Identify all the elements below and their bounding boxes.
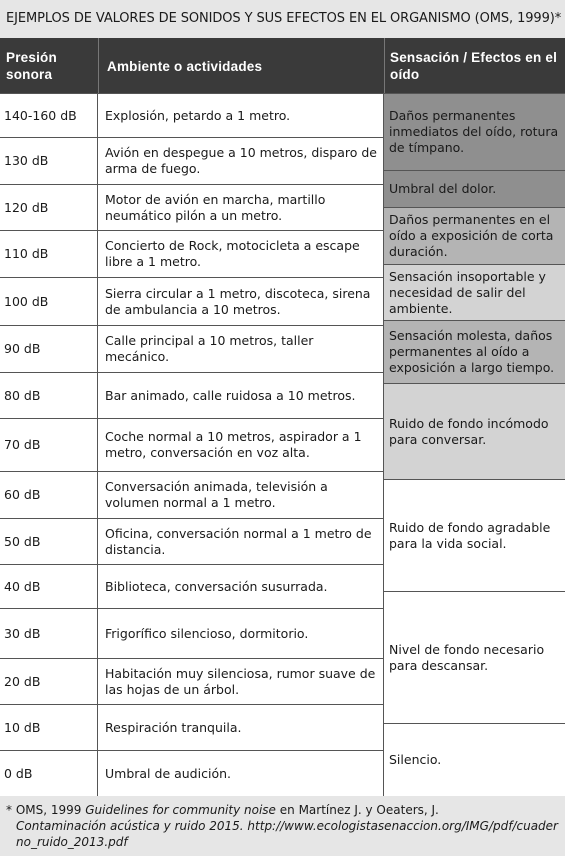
effect-cell: Ruido de fondo incómodo para conversar.	[384, 383, 565, 479]
header-pressure: Presión sonora	[0, 38, 98, 93]
row-ambiente: Oficina, conversación normal a 1 metro de distancia.	[98, 518, 384, 564]
row-db: 50 dB	[0, 518, 98, 564]
sound-effects-table	[0, 38, 565, 796]
effect-cell: Nivel de fondo necesario para descansar.	[384, 591, 565, 723]
source-footnote	[0, 796, 565, 856]
row-db: 80 dB	[0, 372, 98, 418]
row-ambiente: Conversación animada, televisión a volumen normal a 1 metro.	[98, 471, 384, 518]
row-ambiente: Frigorífico silencioso, dormitorio.	[98, 608, 384, 658]
effect-cell: Sensación molesta, daños permanentes al oído a exposición a largo tiempo.	[384, 320, 565, 383]
row-ambiente: Biblioteca, conversación susurrada.	[98, 564, 384, 608]
effect-cell: Daños permanentes inmediatos del oído, rotura de tímpano.	[384, 93, 565, 170]
row-ambiente: Coche normal a 10 metros, aspirador a 1 metro, conversación en voz alta.	[98, 418, 384, 471]
row-ambiente: Bar animado, calle ruidosa a 10 metros.	[98, 372, 384, 418]
row-db: 100 dB	[0, 277, 98, 325]
footnote-guideline: Guidelines for community noise	[85, 803, 276, 817]
row-db: 70 dB	[0, 418, 98, 471]
row-db: 130 dB	[0, 137, 98, 184]
row-ambiente: Umbral de audición.	[98, 750, 384, 796]
footnote-authors: en Martínez J. y Oeaters, J.	[279, 803, 439, 817]
row-ambiente: Explosión, petardo a 1 metro.	[98, 93, 384, 137]
row-ambiente: Avión en despegue a 10 metros, disparo de arma de fuego.	[98, 137, 384, 184]
row-ambiente: Calle principal a 10 metros, taller mecánico.	[98, 325, 384, 372]
footnote-url[interactable]: http://www.ecologistasenaccion.org/IMG/pdf/cuaderno_ruido_2013.pdf	[16, 819, 558, 849]
effect-cell: Sensación insoportable y necesidad de salir del ambiente.	[384, 264, 565, 320]
header-environment: Ambiente o actividades	[98, 38, 384, 93]
row-db: 90 dB	[0, 325, 98, 372]
header-effects: Sensación / Efectos en el oído	[384, 38, 565, 93]
row-ambiente: Motor de avión en marcha, martillo neumático pilón a un metro.	[98, 184, 384, 230]
row-db: 30 dB	[0, 608, 98, 658]
row-ambiente: Concierto de Rock, motocicleta a escape libre a 1 metro.	[98, 230, 384, 277]
footnote-source: OMS, 1999	[15, 803, 82, 817]
row-db: 60 dB	[0, 471, 98, 518]
row-db: 120 dB	[0, 184, 98, 230]
row-db: 10 dB	[0, 704, 98, 750]
row-db: 20 dB	[0, 658, 98, 704]
effect-cell: Ruido de fondo agradable para la vida social.	[384, 479, 565, 591]
effect-cell: Daños permanentes en el oído a exposición de corta duración.	[384, 207, 565, 264]
footnote-mark: *	[6, 803, 12, 817]
row-db: 140-160 dB	[0, 93, 98, 137]
effect-cell: Umbral del dolor.	[384, 170, 565, 207]
effect-cell: Silencio.	[384, 723, 565, 796]
row-ambiente: Sierra circular a 1 metro, discoteca, sirena de ambulancia a 10 metros.	[98, 277, 384, 325]
row-ambiente: Habitación muy silenciosa, rumor suave de las hojas de un árbol.	[98, 658, 384, 704]
row-db: 40 dB	[0, 564, 98, 608]
row-ambiente: Respiración tranquila.	[98, 704, 384, 750]
table-title: EJEMPLOS DE VALORES DE SONIDOS Y SUS EFECTOS EN EL ORGANISMO (OMS, 1999)*	[6, 11, 562, 26]
footnote-book: Contaminación acústica y ruido 2015.	[16, 819, 244, 833]
row-db: 110 dB	[0, 230, 98, 277]
row-db: 0 dB	[0, 750, 98, 796]
